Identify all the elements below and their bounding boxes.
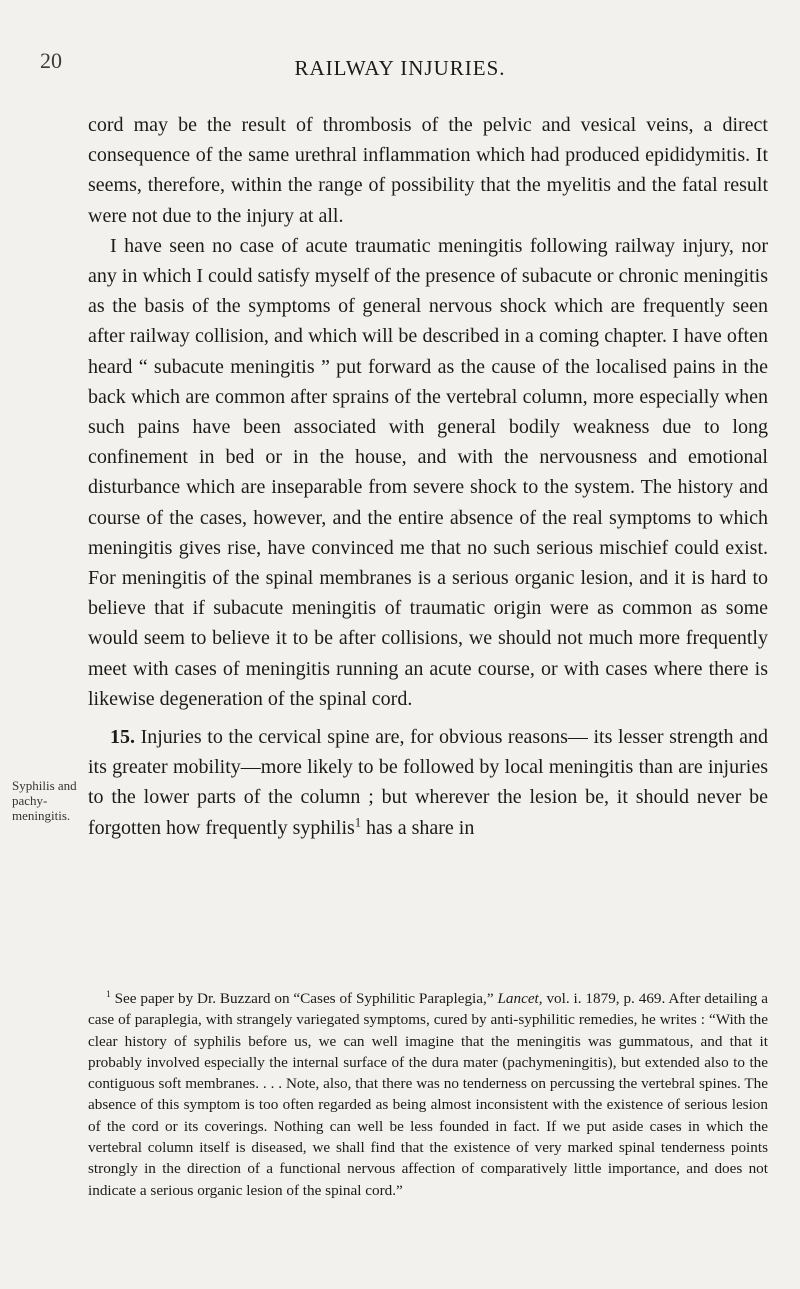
footnote-marker: 1 — [106, 989, 111, 1000]
paragraph-2: I have seen no case of acute traumatic meningitis following railway injury, nor any in which I could satisfy myself of the presence of subacute or chronic meningitis as the basis of the symptoms of general nervous shock which are frequently seen after railway collision, and which will be described in a coming chapter. I have often heard “ subacute meningitis ” put forward as the cause of the localised pains in the back which are common after sprains of the vertebral column, more especially when such pains have been associated with general bodily weakness due to long confinement in bed or in the house, and with the nervousness and emotional disturbance which are inseparable from severe shock to the system. The history and course of the cases, however, and the entire absence of the real symptoms to which meningitis gives rise, have convinced me that no such serious mischief could exist. For meningitis of the spinal membranes is a serious organic lesion, and it is hard to believe that if subacute meningitis of traumatic origin were as common as some would seem to believe it to be after collisions, we should not much more frequently meet with cases of meningitis running an acute course, or with cases where there is likewise degeneration of the spinal cord. — [88, 234, 768, 710]
paragraph-3-text: Injuries to the cervical spine are, for obvious reasons— its lesser strength and its greater mobility—more likely to be followed by local meningitis than are injuries to the lower parts of the column ; but wherever the lesion be, it should never be forgotten how frequently syphilis — [88, 726, 768, 839]
paragraph-1: cord may be the result of thrombosis of the pelvic and vesical veins, a direct consequence of the same urethral inflammation which had produced epididymitis. It seems, therefore, within the range of possibility that the myelitis and the fatal result were not due to the injury at all. — [88, 114, 768, 227]
page-number: 20 — [40, 48, 62, 73]
footnotes — [88, 988, 768, 1201]
footnote-1 — [88, 988, 768, 1201]
margin-note: Syphilis and pachy-meningitis. — [12, 778, 77, 823]
footnote-text-rest: vol. i. 1879, p. 469. After detailing a case of paraplegia, with strangely variegated symptoms, cured by anti-syphilitic remedies, he writes : “With the clear history of syphilis before us, we can well imagine that the meningitis was gummatous, and that it probably involved especially the internal surface of the dura mater (pachymeningitis), but extended also to the contiguous soft membranes. . . . Note, also, that there was no tenderness on percussing the vertebral spines. The absence of this symptom is too often regarded as being almost inconsistent with the existence of serious lesion of the cord or its coverings. Nothing can well be less founded in fact. If we put aside cases in which the vertebral column itself is diseased, we shall find that the existence of very marked spinal tenderness points strongly in the direction of a functional nervous affection of comparatively little importance, and does not indicate a serious organic lesion of the spinal cord.” — [88, 990, 769, 1199]
paragraph-3-tail: has a share in — [361, 816, 475, 839]
footnote-journal: Lancet, — [497, 990, 543, 1007]
main-text — [88, 110, 768, 843]
footnote-text-start: See paper by Dr. Buzzard on “Cases of Syphilitic Paraplegia,” — [110, 990, 498, 1007]
paragraph-3 — [88, 722, 768, 843]
running-title: RAILWAY INJURIES. — [294, 56, 506, 80]
section-number: 15. — [110, 726, 135, 749]
footnote-reference: 1 — [354, 815, 362, 830]
